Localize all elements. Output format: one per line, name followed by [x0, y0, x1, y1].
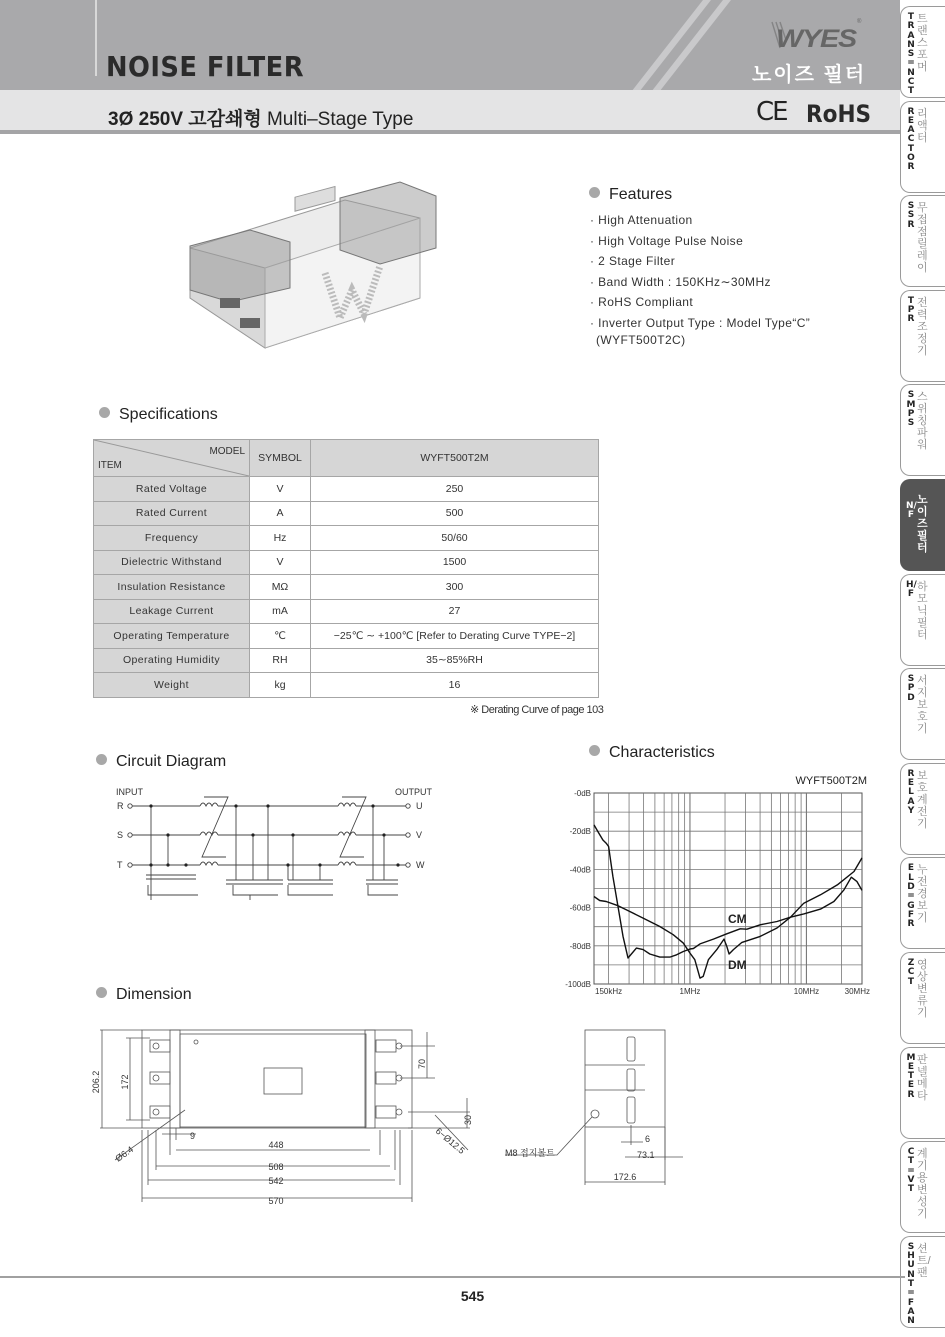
characteristics-heading-text: Characteristics: [609, 744, 715, 761]
bullet-dot-icon: [96, 754, 107, 765]
side-outline: [505, 1030, 683, 1185]
table-row: [94, 648, 599, 673]
terminal-u: U: [416, 801, 423, 811]
tab-ct-vt[interactable]: [900, 1141, 945, 1233]
y-tick-label: -20dB: [569, 827, 591, 837]
spec-item: Operating Temperature: [94, 624, 250, 649]
series-label-cm: CM: [728, 912, 747, 926]
front-outline: [100, 1030, 470, 1202]
feature-item: · Band Width : 150KHz∼30MHz: [590, 274, 771, 289]
specifications-heading-text: Specifications: [119, 406, 218, 423]
table-header-row: [94, 440, 599, 477]
feature-item: · High Voltage Pulse Noise: [590, 233, 744, 248]
spec-item: Leakage Current: [94, 599, 250, 624]
spec-item: Insulation Resistance: [94, 575, 250, 600]
dim-30: 30: [463, 1114, 473, 1126]
side-dimension-drawing: [495, 1025, 695, 1190]
specifications-table: [93, 439, 599, 698]
tab-code: H/F: [906, 579, 917, 599]
dim-508: 508: [268, 1162, 284, 1172]
terminal-v: V: [416, 830, 423, 840]
chart-title: WYFT500T2M: [795, 775, 867, 787]
x-tick-label: 150kHz: [595, 987, 623, 996]
spec-value: −25℃ ∼ +100℃ [Refer to Derating Curve TYPE−2]: [311, 624, 599, 649]
tab-reactor[interactable]: [900, 101, 945, 193]
tab-code: ELD=GFR: [907, 863, 915, 930]
features-list: [590, 210, 810, 349]
spec-symbol: V: [250, 550, 311, 575]
subtitle-type: Multi–Stage Type: [261, 109, 414, 130]
corner-header: [94, 440, 250, 477]
dim-70: 70: [417, 1058, 427, 1070]
subtitle-bold: 3Ø 250V 고감쇄형: [108, 109, 262, 130]
tab-label: 누전경보기: [917, 864, 928, 925]
input-label: INPUT: [116, 787, 143, 797]
footer-rule: [0, 1276, 905, 1278]
tab-label: 스위칭파워: [917, 391, 928, 452]
tab-label: 영상변류기: [917, 959, 928, 1019]
spec-value: 300: [311, 575, 599, 600]
tab-code: RELAY: [907, 768, 915, 816]
spec-value: 16: [311, 673, 599, 698]
category-korean-title: 노이즈 필터: [752, 64, 867, 86]
x-tick-label: 1MHz: [679, 987, 701, 996]
tab-label: 리액터: [917, 107, 928, 144]
spec-value: 50/60: [311, 526, 599, 551]
spec-item: Rated Current: [94, 501, 250, 526]
y-tick-label: -60dB: [569, 903, 591, 913]
spec-symbol: MΩ: [250, 575, 311, 600]
dim-hole-6-4: Ø6.4: [113, 1144, 136, 1164]
tab-label: 하모닉필터: [917, 580, 928, 641]
dimension-heading: [96, 986, 192, 1004]
tab-label: 트랜스포머: [917, 13, 928, 73]
feature-item: · High Attenuation: [590, 213, 693, 227]
bullet-dot-icon: [589, 187, 600, 198]
tab-smps[interactable]: [900, 384, 945, 476]
spec-value: 27: [311, 599, 599, 624]
tab-code: N/F: [906, 501, 917, 521]
symbol-header: SYMBOL: [250, 440, 311, 477]
chart-grid: [594, 793, 862, 984]
page-number: 545: [460, 1288, 485, 1304]
spec-value: 250: [311, 477, 599, 502]
dim-570: 570: [268, 1196, 284, 1206]
item-header: ITEM: [98, 460, 122, 471]
circuit-wiring: [128, 797, 410, 900]
spec-item: Weight: [94, 673, 250, 698]
page-subtitle: [108, 104, 413, 131]
table-row: [94, 673, 599, 698]
series-label-dm: DM: [728, 958, 747, 972]
chart-x-ticks: [595, 987, 870, 996]
spec-item: Rated Voltage: [94, 477, 250, 502]
output-label: OUTPUT: [395, 787, 432, 797]
y-tick-label: -100dB: [565, 980, 591, 989]
tab-code: TRANS=NCT: [907, 12, 915, 97]
dim-6: 6: [645, 1134, 651, 1144]
tab-meter[interactable]: [900, 1047, 945, 1139]
front-dimension-drawing: [90, 1020, 475, 1215]
x-tick-label: 30MHz: [844, 987, 870, 996]
tab-n-f[interactable]: [900, 479, 945, 571]
tab-label: 전력조정기: [917, 296, 928, 357]
tab-relay[interactable]: [900, 763, 945, 855]
tab-tpr[interactable]: [900, 290, 945, 382]
table-row: [94, 526, 599, 551]
table-row: [94, 624, 599, 649]
brand-logo: [770, 14, 862, 54]
brand-logo-text: WYES: [776, 25, 858, 53]
tab-code: ZCT: [907, 958, 915, 987]
category-tabs: [900, 0, 945, 1337]
feature-item: · 2 Stage Filter: [590, 254, 676, 268]
circuit-heading-text: Circuit Diagram: [116, 753, 227, 770]
spec-symbol: Hz: [250, 526, 311, 551]
table-row: [94, 477, 599, 502]
y-tick-label: -80dB: [569, 941, 591, 951]
rohs-mark: RoHS: [806, 100, 872, 128]
terminal-s: S: [117, 830, 124, 840]
dim-206-2: 206.2: [91, 1070, 101, 1094]
terminal-t: T: [117, 860, 123, 870]
dim-73-1: 73.1: [637, 1150, 655, 1160]
characteristics-heading: [589, 744, 715, 762]
table-row: [94, 501, 599, 526]
tab-code: CT=VT: [907, 1147, 915, 1195]
ground-bolt-label: M8 접지볼트: [505, 1148, 555, 1158]
x-tick-label: 10MHz: [793, 987, 820, 996]
model-header: MODEL: [209, 446, 245, 457]
terminal-r: R: [117, 801, 124, 811]
feature-item: · RoHS Compliant: [590, 295, 694, 309]
feature-item: · Inverter Output Type : Model Type“C”: [590, 315, 811, 330]
spec-symbol: RH: [250, 648, 311, 673]
spec-value: 1500: [311, 550, 599, 575]
spec-value: 500: [311, 501, 599, 526]
tab-code: METER: [906, 1052, 916, 1100]
spec-symbol: mA: [250, 599, 311, 624]
bullet-dot-icon: [589, 745, 600, 756]
feature-item: (WYFT500T2C): [596, 332, 686, 347]
circuit-diagram: [108, 785, 438, 900]
tab-zct[interactable]: [900, 952, 945, 1044]
spec-value: 35∼85%RH: [311, 648, 599, 673]
tab-label: 판넬메타: [917, 1053, 928, 1102]
tab-code: TPR: [907, 295, 915, 325]
tab-ssr[interactable]: [900, 195, 945, 287]
tab-h-f[interactable]: [900, 574, 945, 666]
chart-y-ticks: [565, 789, 591, 989]
circuit-heading: [96, 753, 226, 771]
spec-symbol: kg: [250, 673, 311, 698]
derating-note: ※ Derating Curve of page 103: [470, 704, 604, 716]
registered-mark-icon: ®: [857, 19, 862, 25]
y-tick-label: -0dB: [574, 789, 591, 798]
product-image: [180, 178, 440, 358]
features-heading: [589, 186, 672, 204]
tab-label: 보호계전기: [917, 769, 928, 830]
table-row: [94, 599, 599, 624]
spec-symbol: ℃: [250, 624, 311, 649]
attenuation-chart: [560, 770, 880, 1005]
y-tick-label: -40dB: [569, 865, 591, 875]
bullet-dot-icon: [96, 987, 107, 998]
ce-mark: CE: [756, 97, 787, 127]
tab-label: 노이즈필터: [917, 494, 928, 554]
header-divider: [95, 0, 97, 76]
tab-label: 서지보호기: [917, 675, 928, 736]
tab-eld-gfr[interactable]: [900, 857, 945, 949]
spec-item: Operating Humidity: [94, 648, 250, 673]
dim-9: 9: [190, 1131, 196, 1141]
spec-item: Dielectric Withstand: [94, 550, 250, 575]
tab-code: REACTOR: [907, 106, 915, 173]
tab-label: 계기용변성기: [917, 1148, 928, 1221]
tab-trans-nct[interactable]: [900, 6, 945, 98]
specifications-heading: [99, 406, 218, 424]
model-name-header: WYFT500T2M: [311, 440, 599, 477]
dimension-heading-text: Dimension: [116, 986, 192, 1003]
tab-label: 무접점릴레이: [917, 202, 928, 275]
terminal-w: W: [416, 860, 425, 870]
dim-172-6: 172.6: [613, 1172, 637, 1182]
tab-code: SSR: [907, 201, 915, 230]
table-row: [94, 575, 599, 600]
table-row: [94, 550, 599, 575]
spec-item: Frequency: [94, 526, 250, 551]
page-title: NOISE FILTER: [106, 50, 305, 83]
dim-542: 542: [268, 1176, 284, 1186]
dim-448: 448: [268, 1140, 284, 1150]
dim-172: 172: [120, 1074, 130, 1090]
bullet-dot-icon: [99, 407, 110, 418]
dim-hole-12-5: 6−Ø12.5: [433, 1125, 467, 1156]
tab-code: SMPS: [906, 390, 916, 429]
tab-label: 션트/팬: [917, 1242, 931, 1279]
tab-code: SHUNT=FAN: [907, 1241, 915, 1327]
tab-code: SPD: [907, 674, 915, 703]
spec-symbol: A: [250, 501, 311, 526]
features-heading-text: Features: [609, 186, 673, 203]
spec-symbol: V: [250, 477, 311, 502]
tab-shunt-fan[interactable]: [900, 1236, 945, 1328]
tab-spd[interactable]: [900, 668, 945, 760]
